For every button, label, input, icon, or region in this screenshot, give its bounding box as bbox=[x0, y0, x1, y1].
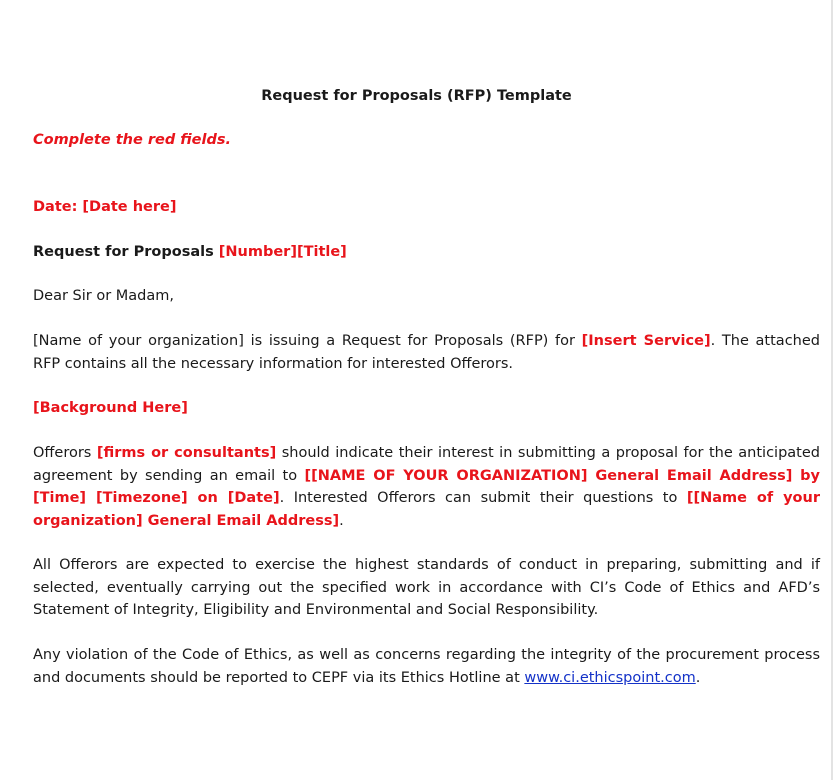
offerors-text-part2: should indicate their interest in submitting a proposal for the anticipated agreement by sending an email to bbox=[33, 445, 820, 484]
intro-paragraph bbox=[33, 330, 820, 375]
rfp-heading-prefix: Request for Proposals bbox=[33, 244, 219, 260]
offerors-text-part1: Offerors bbox=[33, 445, 97, 461]
salutation: Dear Sir or Madam, bbox=[33, 288, 175, 304]
question-email-placeholder: [[Name of your organization] General Email Address] bbox=[33, 490, 820, 529]
offerors-text-part3: . Interested Offerors can submit their questions to bbox=[279, 490, 687, 506]
service-placeholder: [Insert Service] bbox=[581, 333, 711, 349]
conduct-paragraph: All Offerors are expected to exercise the highest standards of conduct in preparing, submitting and if selected, eventually carrying out the specified work in accordance with CI’s Code of Ethics and AFD’s Statement of Integrity, Eligibility and Environmental and Social Responsibility. bbox=[33, 557, 820, 618]
email-time-placeholder: [[NAME OF YOUR ORGANIZATION] General Email Address] by [Time] [Timezone] on [Date] bbox=[33, 467, 820, 506]
instruction-text: Complete the red fields. bbox=[33, 132, 231, 148]
rfp-heading bbox=[33, 241, 820, 264]
background-placeholder: [Background Here] bbox=[33, 400, 188, 416]
intro-text-part2: . The attached RFP contains all the necessary information for interested Offerors. bbox=[33, 333, 820, 372]
ethicspoint-link[interactable]: www.ci.ethicspoint.com bbox=[524, 669, 696, 686]
rfp-number-title-placeholder: [Number][Title] bbox=[218, 244, 347, 260]
violation-end: . bbox=[695, 669, 701, 686]
document-title: Request for Proposals (RFP) Template bbox=[261, 88, 572, 104]
offerors-text-part4: . bbox=[339, 512, 344, 529]
date-line: Date: [Date here] bbox=[33, 199, 177, 215]
violation-paragraph bbox=[33, 644, 820, 689]
offerors-paragraph bbox=[33, 442, 820, 532]
intro-text-part1: [Name of your organization] is issuing a Request for Proposals (RFP) for bbox=[33, 333, 582, 349]
firms-placeholder: [firms or consultants] bbox=[96, 445, 277, 461]
violation-text: Any violation of the Code of Ethics, as well as concerns regarding the integrity of the procurement process and documents should be reported to CEPF via its Ethics Hotline at bbox=[33, 647, 820, 686]
